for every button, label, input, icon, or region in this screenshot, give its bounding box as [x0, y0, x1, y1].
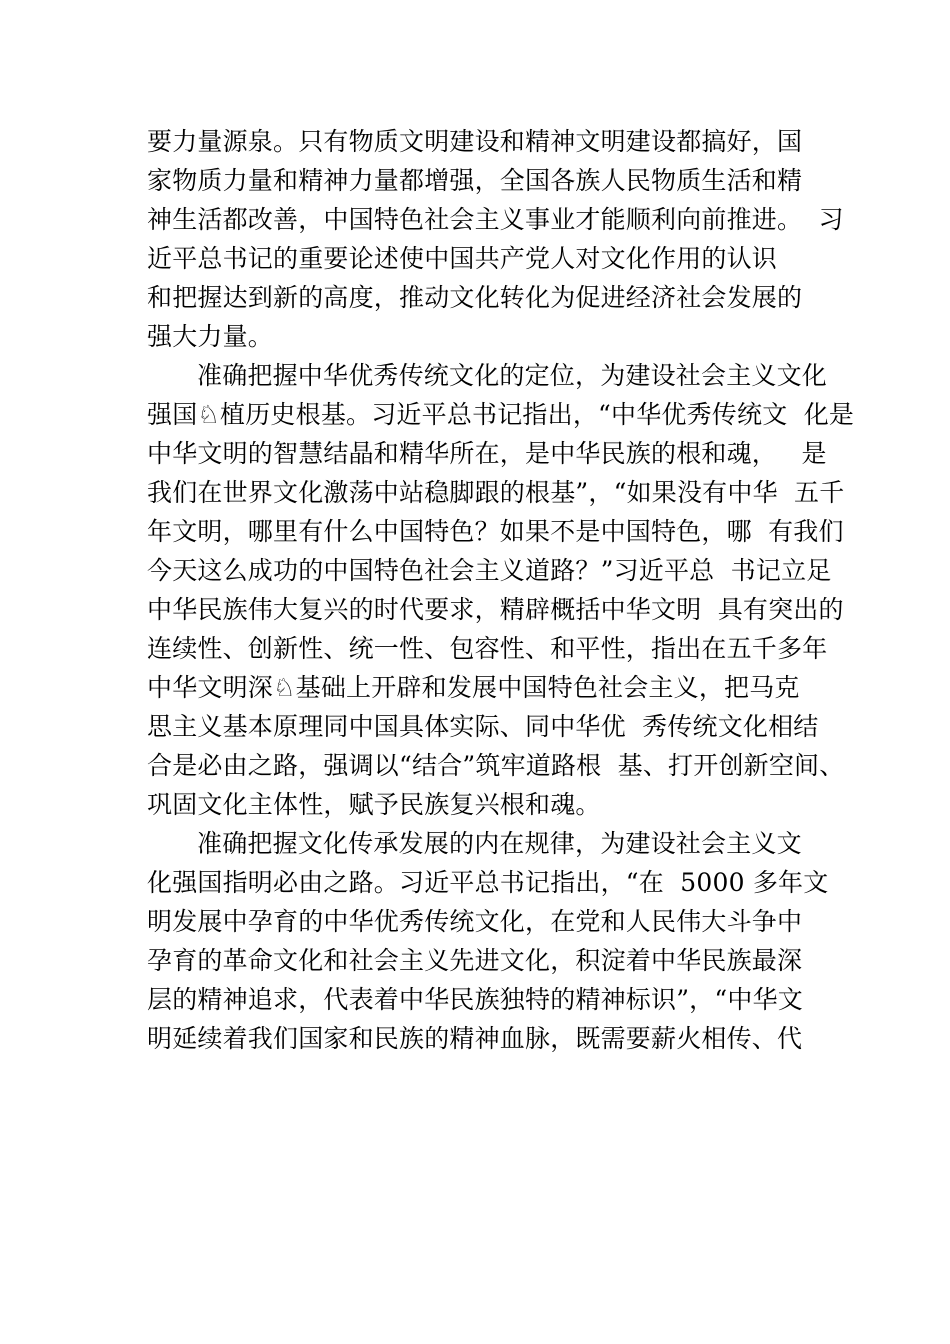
paragraph-first-line: 准确把握中华优秀传统文化的定位，为建设社会主义文化: [197, 361, 828, 390]
text-line: 化强国指明必由之路。习近平总书记指出，“在 5000 多年文: [147, 868, 829, 897]
text-line: 中华民族伟大复兴的时代要求，精辟概括中华文明 具有突出的: [147, 595, 844, 624]
text-line: 层的精神追求，代表着中华民族独特的精神标识”，“中华文: [147, 985, 803, 1014]
paragraph-first-line: 准确把握文化传承发展的内在规律，为建设社会主义文: [197, 829, 802, 858]
text-line: 强大力量。: [147, 322, 274, 351]
text-line: 明延续着我们国家和民族的精神血脉，既需要薪火相传、代: [147, 1024, 803, 1053]
text-line: 中华文明的智慧结晶和精华所在，是中华民族的根和魂， 是: [147, 439, 827, 468]
text-line: 家物质力量和精神力量都增强，全国各族人民物质生活和精: [147, 166, 803, 195]
text-line: 我们在世界文化激荡中站稳脚跟的根基”，“如果没有中华 五千: [147, 478, 845, 507]
text-line: 近平总书记的重要论述使中国共产党人对文化作用的认识: [147, 244, 778, 273]
text-line: 合是必由之路，强调以“结合”筑牢道路根 基、打开创新空间、: [147, 751, 845, 780]
text-line: 中华文明深♘基础上开辟和发展中国特色社会主义，把马克: [147, 673, 800, 702]
text-line: 连续性、创新性、统一性、包容性、和平性，指出在五千多年: [147, 634, 828, 663]
text-line: 强国♘植历史根基。习近平总书记指出，“中华优秀传统文 化是: [147, 400, 855, 429]
text-line: 和把握达到新的高度，推动文化转化为促进经济社会发展的: [147, 283, 803, 312]
text-line: 要力量源泉。只有物质文明建设和精神文明建设都搞好，国: [147, 127, 803, 156]
text-line: 巩固文化主体性，赋予民族复兴根和魂。: [147, 790, 601, 819]
text-line: 今天这么成功的中国特色社会主义道路？”习近平总 书记立足: [147, 556, 832, 585]
text-line: 明发展中孕育的中华优秀传统文化，在党和人民伟大斗争中: [147, 907, 803, 936]
text-line: 神生活都改善，中国特色社会主义事业才能顺利向前推进。 习: [147, 205, 844, 234]
text-line: 思主义基本原理同中国具体实际、同中华优 秀传统文化相结: [147, 712, 819, 741]
text-line: 孕育的革命文化和社会主义先进文化，积淀着中华民族最深: [147, 946, 803, 975]
text-line: 年文明，哪里有什么中国特色？如果不是中国特色，哪 有我们: [147, 517, 844, 546]
